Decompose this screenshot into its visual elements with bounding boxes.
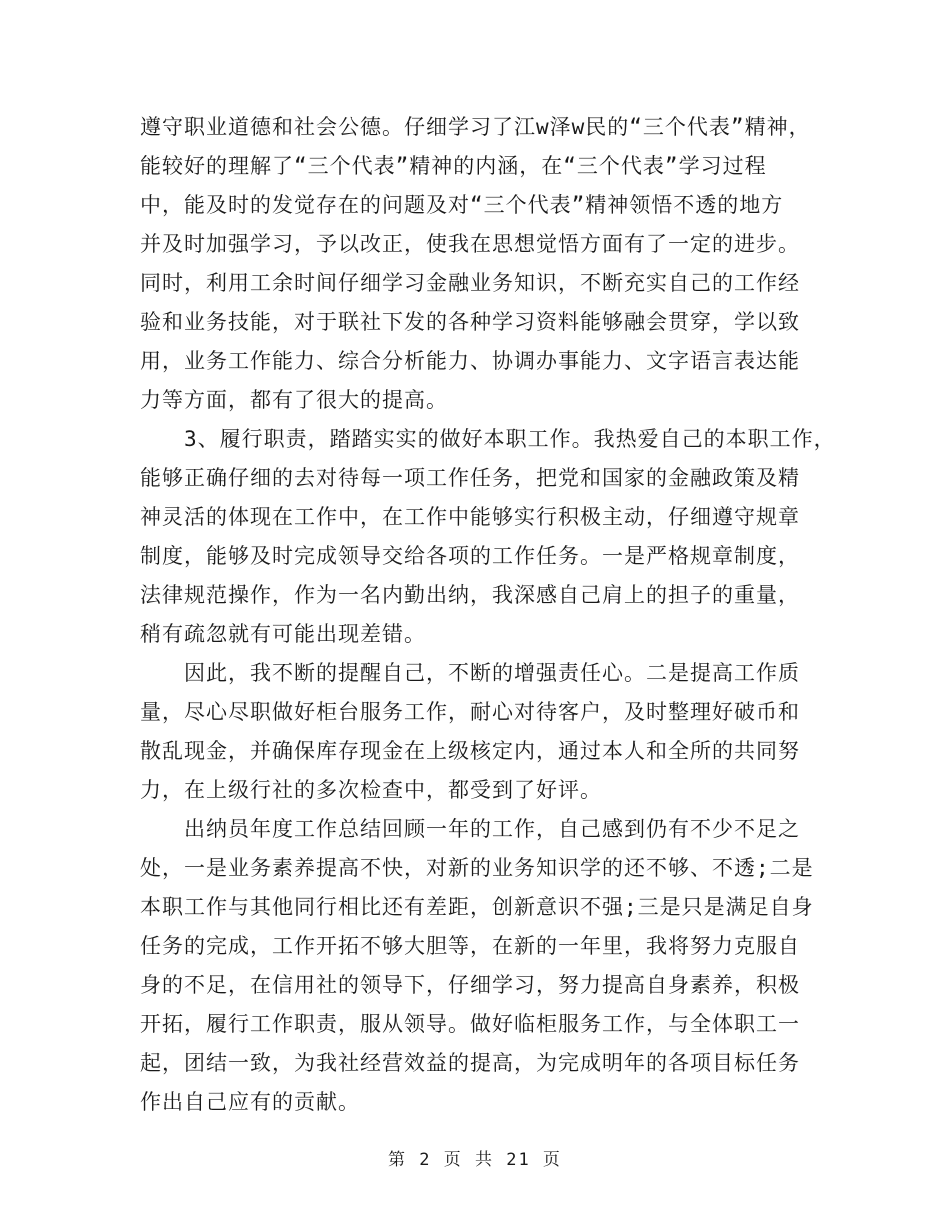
text-line: 量，尽心尽职做好柜台服务工作，耐心对待客户，及时整理好破币和 [140, 700, 800, 724]
text-line: 验和业务技能，对于联社下发的各种学习资料能够融会贯穿，学以致 [140, 310, 800, 334]
text-line: 3、履行职责，踏踏实实的做好本职工作。我热爱自己的本职工作， [140, 427, 836, 451]
text-line: 处，一是业务素养提高不快，对新的业务知识学的还不够、不透;二是 [140, 856, 814, 880]
text-line: 力等方面，都有了很大的提高。 [140, 388, 448, 412]
text-line: 身的不足，在信用社的领导下，仔细学习，努力提高自身素养，积极 [140, 973, 800, 997]
text-line: 同时，利用工余时间仔细学习金融业务知识，不断充实自己的工作经 [140, 271, 800, 295]
text-line: 因此，我不断的提醒自己，不断的增强责任心。二是提高工作质 [140, 661, 800, 685]
text-line: 法律规范操作，作为一名内勤出纳，我深感自己肩上的担子的重量， [140, 583, 800, 607]
page-number-footer: 第 2 页 共 21 页 [388, 1150, 562, 1170]
text-line: 作出自己应有的贡献。 [140, 1090, 360, 1114]
text-line: 中，能及时的发觉存在的问题及对“三个代表”精神领悟不透的地方 [140, 193, 784, 217]
text-line: 用，业务工作能力、综合分析能力、协调办事能力、文字语言表达能 [140, 349, 800, 373]
body-text [140, 108, 836, 1122]
text-line: 稍有疏忽就有可能出现差错。 [140, 622, 426, 646]
text-line: 能够正确仔细的去对待每一项工作任务，把党和国家的金融政策及精 [140, 466, 800, 490]
text-line: 能较好的理解了“三个代表”精神的内涵，在“三个代表”学习过程 [140, 154, 767, 178]
text-line: 起，团结一致，为我社经营效益的提高，为完成明年的各项目标任务 [140, 1051, 800, 1075]
text-line: 任务的完成，工作开拓不够大胆等，在新的一年里，我将努力克服自 [140, 934, 800, 958]
text-line: 开拓，履行工作职责，服从领导。做好临柜服务工作，与全体职工一 [140, 1012, 800, 1036]
text-line: 遵守职业道德和社会公德。仔细学习了江w泽w民的“三个代表”精神， [140, 115, 811, 139]
text-line: 并及时加强学习，予以改正，使我在思想觉悟方面有了一定的进步。 [140, 232, 800, 256]
text-line: 出纳员年度工作总结回顾一年的工作，自己感到仍有不少不足之 [140, 817, 800, 841]
text-line: 力，在上级行社的多次检查中，都受到了好评。 [140, 778, 602, 802]
text-line: 本职工作与其他同行相比还有差距，创新意识不强;三是只是满足自身 [140, 895, 814, 919]
text-line: 神灵活的体现在工作中，在工作中能够实行积极主动，仔细遵守规章 [140, 505, 800, 529]
text-line: 散乱现金，并确保库存现金在上级核定内，通过本人和全所的共同努 [140, 739, 800, 763]
text-line: 制度，能够及时完成领导交给各项的工作任务。一是严格规章制度， [140, 544, 800, 568]
